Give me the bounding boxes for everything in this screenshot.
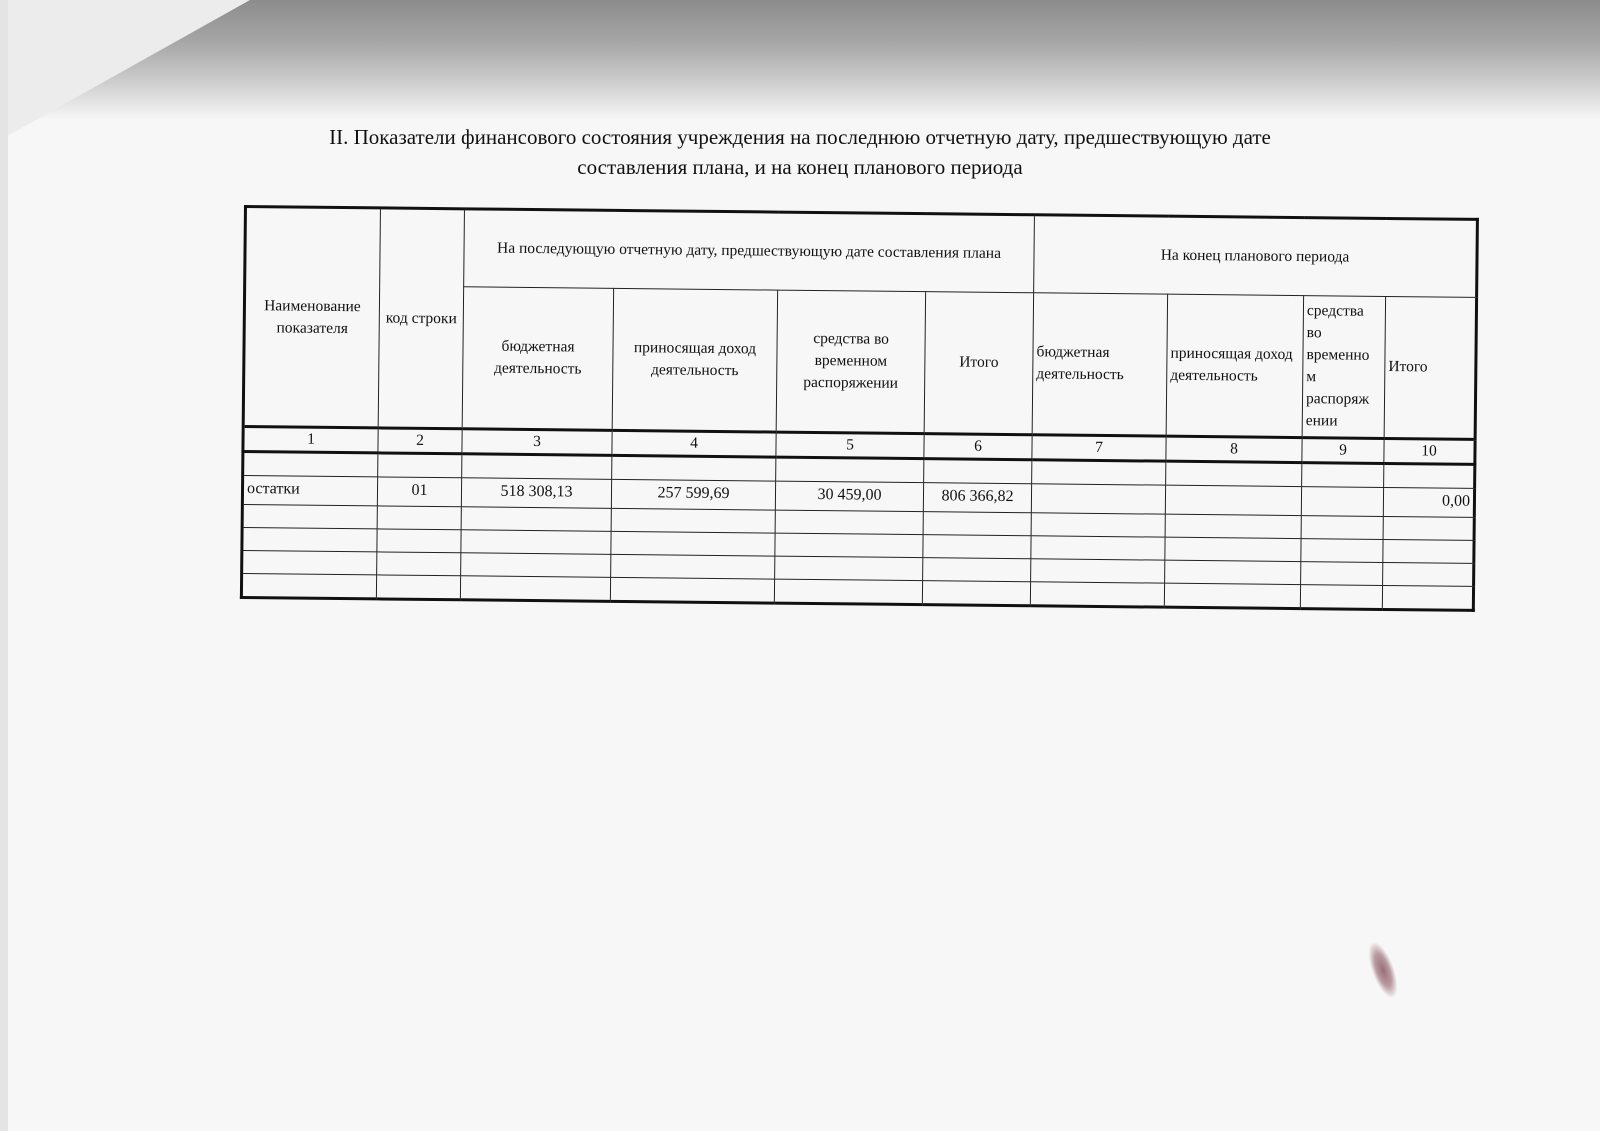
- row-name: остатки: [242, 476, 377, 506]
- empty-cell: [462, 454, 612, 480]
- empty-cell: [1031, 536, 1165, 560]
- empty-cell: [1383, 516, 1474, 540]
- column-number: 10: [1384, 438, 1475, 464]
- empty-cell: [1301, 516, 1383, 540]
- empty-cell: [461, 530, 611, 555]
- column-number: 8: [1166, 436, 1302, 462]
- row-code: 01: [377, 477, 461, 507]
- column-number: 3: [462, 429, 612, 456]
- empty-cell: [610, 577, 774, 603]
- column-number: 2: [378, 428, 462, 454]
- empty-cell: [242, 527, 377, 551]
- empty-cell: [922, 581, 1030, 606]
- empty-cell: [1164, 583, 1300, 608]
- empty-cell: [1383, 562, 1474, 586]
- empty-cell: [611, 508, 775, 533]
- row-budget: 518 308,13: [461, 478, 611, 509]
- header-income-end: приносящая доход деятельность: [1166, 294, 1303, 437]
- empty-cell: [1302, 463, 1384, 488]
- empty-cell: [460, 576, 610, 602]
- row-total-end: 0,00: [1383, 487, 1474, 517]
- empty-cell: [775, 556, 923, 581]
- header-income: приносящая доход деятельность: [612, 288, 777, 432]
- row-income-end: [1165, 485, 1301, 515]
- empty-cell: [1165, 560, 1301, 584]
- header-group-end-period: На конец планового периода: [1034, 215, 1478, 298]
- row-temp-end: [1301, 487, 1383, 517]
- scan-edge-left: [0, 0, 8, 1131]
- empty-cell: [1031, 559, 1165, 583]
- scan-folded-corner: [0, 0, 250, 140]
- empty-cell: [242, 550, 377, 574]
- header-group-last-date: На последующую отчетную дату, предшествующую дате составления плана: [464, 209, 1035, 293]
- empty-cell: [1165, 514, 1301, 538]
- empty-cell: [461, 507, 611, 532]
- empty-cell: [1300, 585, 1382, 610]
- header-budget: бюджетная деятельность: [462, 287, 613, 431]
- empty-cell: [923, 512, 1031, 536]
- empty-cell: [1166, 461, 1302, 486]
- column-number: 1: [243, 427, 378, 453]
- empty-cell: [775, 533, 923, 558]
- header-total: Итого: [924, 292, 1033, 435]
- document-title: II. Показатели финансового состояния учреждения на последнюю отчетную дату, предшествующую дате составления плана, и на конец планового периода: [329, 125, 1271, 179]
- header-budget-end: бюджетная деятельность: [1032, 293, 1167, 436]
- empty-cell: [377, 552, 461, 576]
- empty-cell: [242, 504, 377, 528]
- empty-cell: [1384, 463, 1475, 488]
- row-temp: 30 459,00: [775, 481, 923, 512]
- empty-cell: [1031, 513, 1165, 537]
- empty-cell: [611, 531, 775, 556]
- empty-cell: [775, 510, 923, 535]
- header-name: Наименование показателя: [243, 207, 380, 428]
- financial-indicators-table: [240, 205, 1479, 612]
- column-number: 9: [1302, 438, 1384, 464]
- empty-cell: [378, 453, 462, 478]
- row-budget-end: [1031, 484, 1165, 514]
- column-number: 4: [612, 430, 776, 457]
- empty-cell: [1030, 582, 1164, 607]
- empty-cell: [923, 558, 1031, 582]
- empty-cell: [376, 575, 460, 600]
- empty-cell: [923, 535, 1031, 559]
- empty-cell: [1301, 562, 1383, 586]
- empty-cell: [243, 452, 378, 477]
- ink-stain: [1362, 938, 1403, 1002]
- column-number: 5: [776, 432, 924, 459]
- empty-cell: [1382, 585, 1473, 610]
- empty-cell: [241, 573, 376, 598]
- header-code: код строки: [378, 208, 464, 429]
- header-temp: средства во временном распоряжении: [776, 290, 925, 434]
- empty-cell: [924, 459, 1032, 484]
- empty-cell: [461, 553, 611, 578]
- empty-cell: [774, 579, 922, 605]
- empty-cell: [1165, 537, 1301, 561]
- header-temp-end: средства во временно м распоряж ении: [1302, 296, 1385, 439]
- row-total: 806 366,82: [923, 483, 1031, 513]
- empty-cell: [612, 455, 776, 481]
- column-number: 6: [924, 434, 1032, 460]
- row-income: 257 599,69: [611, 479, 775, 510]
- empty-cell: [377, 506, 461, 530]
- empty-cell: [1301, 539, 1383, 563]
- column-number: 7: [1032, 435, 1166, 461]
- empty-cell: [611, 554, 775, 579]
- empty-cell: [1383, 539, 1474, 563]
- empty-cell: [776, 457, 924, 483]
- empty-cell: [377, 529, 461, 553]
- header-total-end: Итого: [1384, 296, 1477, 439]
- empty-cell: [1032, 460, 1166, 485]
